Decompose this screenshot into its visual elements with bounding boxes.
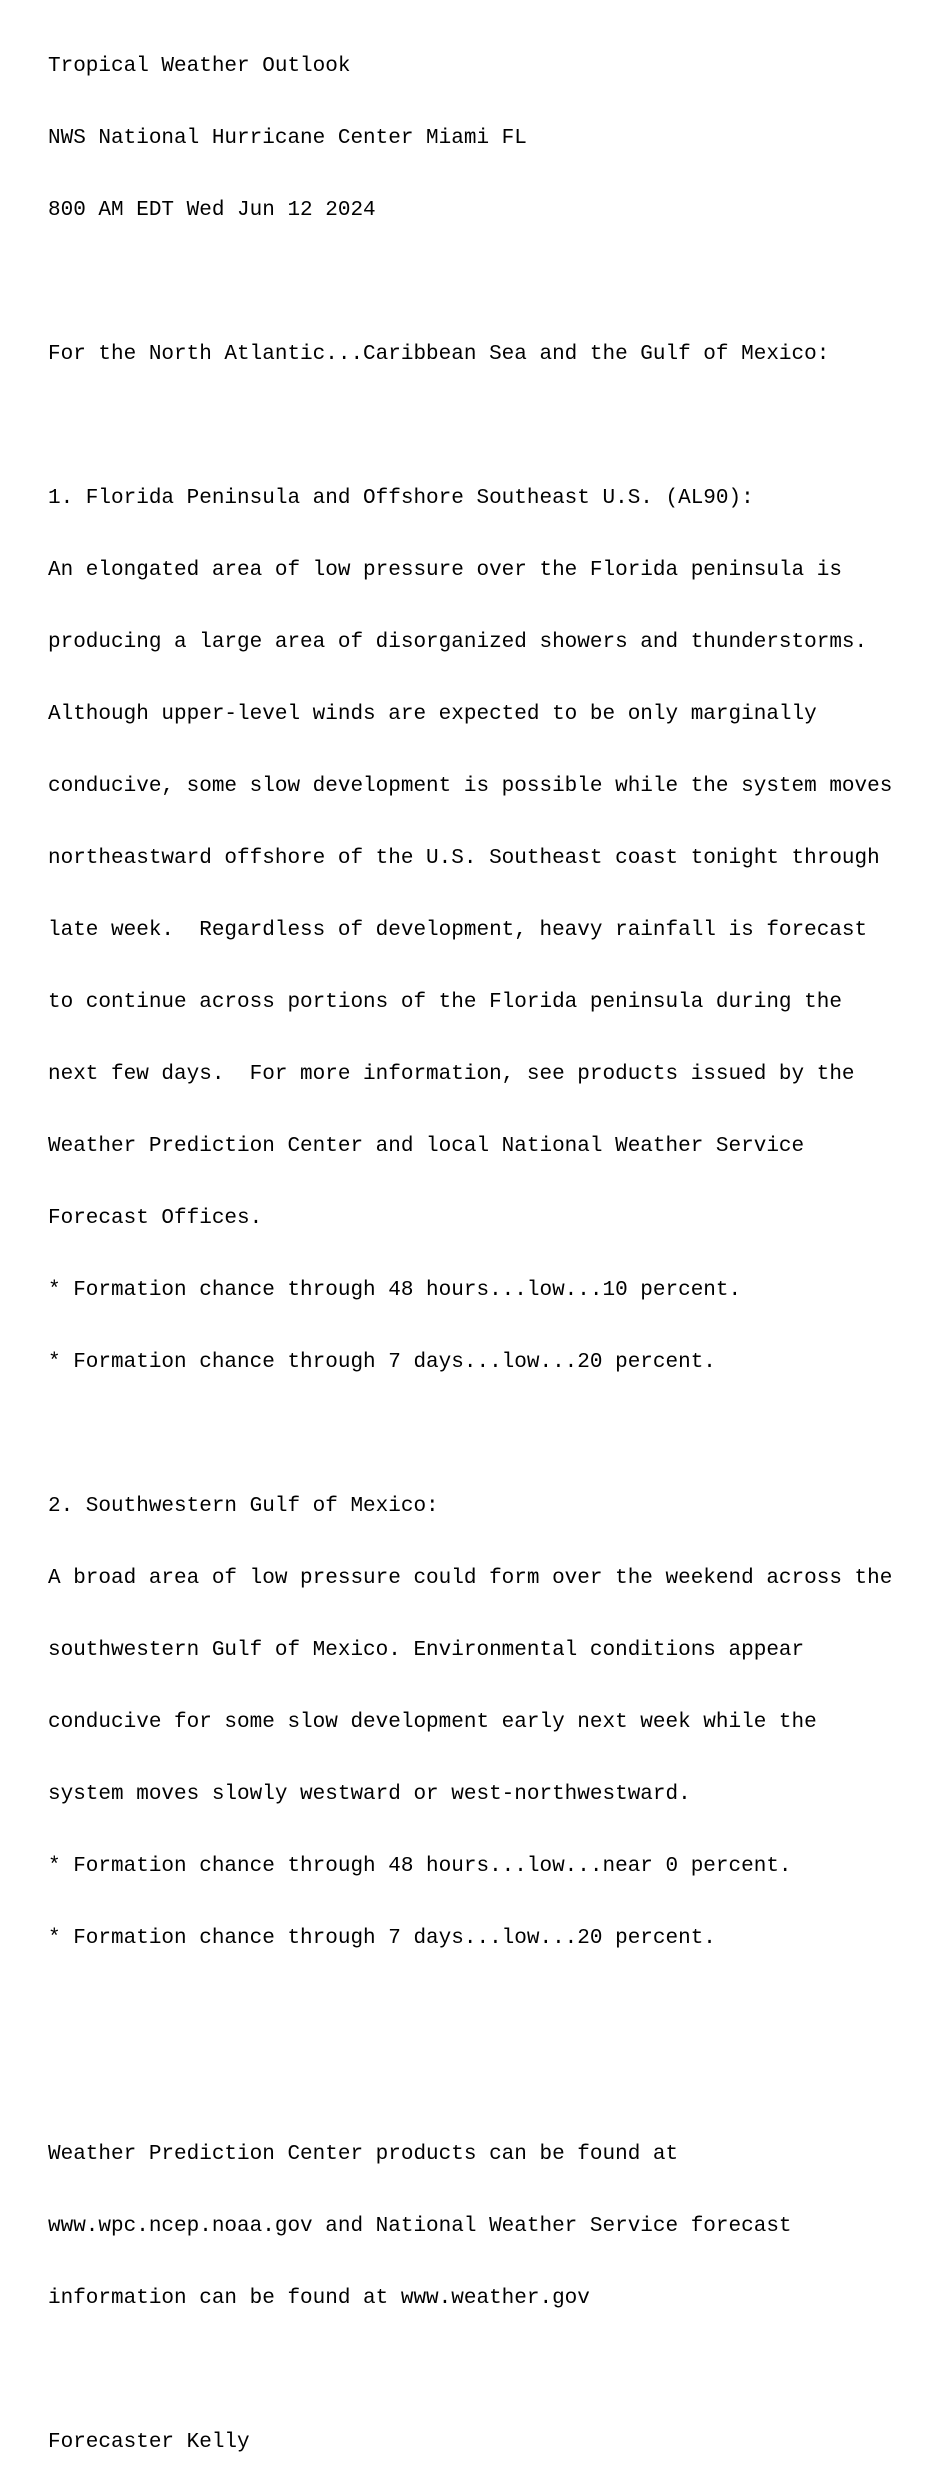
blank-line: [48, 1999, 943, 2023]
system-1-text: northeastward offshore of the U.S. Southeast coast tonight through: [48, 847, 880, 870]
system-2-text: conducive for some slow development early next week while the: [48, 1711, 817, 1734]
references-text: Weather Prediction Center products can be found at: [48, 2143, 679, 2166]
system-1-chance-48h: * Formation chance through 48 hours...low...10 percent.: [48, 1279, 742, 1302]
system-2-chance-7d: * Formation chance through 7 days...low...20 percent.: [48, 1927, 716, 1950]
blank-line: [48, 415, 943, 439]
system-1-text: Forecast Offices.: [48, 1207, 263, 1230]
system-2-text: system moves slowly westward or west-northwestward.: [48, 1783, 691, 1806]
blank-line: [48, 1423, 943, 1447]
blank-line: [48, 271, 943, 295]
forecaster-signature: Forecaster Kelly: [48, 2431, 250, 2454]
system-2-text: A broad area of low pressure could form over the weekend across the: [48, 1567, 893, 1590]
references-text: www.wpc.ncep.noaa.gov and National Weather Service forecast: [48, 2215, 792, 2238]
system-1-text: An elongated area of low pressure over the Florida peninsula is: [48, 559, 842, 582]
system-1-text: to continue across portions of the Florida peninsula during the: [48, 991, 842, 1014]
issuing-office: NWS National Hurricane Center Miami FL: [48, 127, 527, 150]
system-1-chance-7d: * Formation chance through 7 days...low...20 percent.: [48, 1351, 716, 1374]
system-1-heading: 1. Florida Peninsula and Offshore Southeast U.S. (AL90):: [48, 487, 754, 510]
system-1-text: conducive, some slow development is possible while the system moves: [48, 775, 893, 798]
outlook-document: [48, 7, 943, 2479]
system-2-chance-48h: * Formation chance through 48 hours...low...near 0 percent.: [48, 1855, 792, 1878]
coverage-area: For the North Atlantic...Caribbean Sea and the Gulf of Mexico:: [48, 343, 830, 366]
system-2-text: southwestern Gulf of Mexico. Environmental conditions appear: [48, 1639, 805, 1662]
system-2-heading: 2. Southwestern Gulf of Mexico:: [48, 1495, 439, 1518]
system-1-text: Although upper-level winds are expected to be only marginally: [48, 703, 817, 726]
system-1-text: late week. Regardless of development, heavy rainfall is forecast: [48, 919, 868, 942]
blank-line: [48, 2359, 943, 2383]
system-1-text: producing a large area of disorganized showers and thunderstorms.: [48, 631, 868, 654]
product-title: Tropical Weather Outlook: [48, 55, 351, 78]
references-text: information can be found at www.weather.gov: [48, 2287, 590, 2310]
system-1-text: Weather Prediction Center and local National Weather Service: [48, 1135, 805, 1158]
system-1-text: next few days. For more information, see products issued by the: [48, 1063, 855, 1086]
blank-line: [48, 2071, 943, 2095]
issuance-time: 800 AM EDT Wed Jun 12 2024: [48, 199, 376, 222]
